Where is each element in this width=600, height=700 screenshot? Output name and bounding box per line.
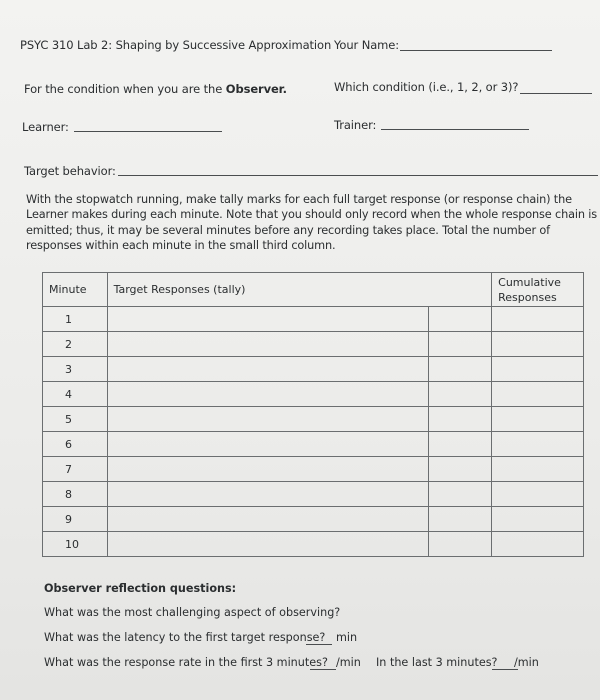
rate-first-unit: /min — [336, 656, 361, 669]
total-cell[interactable] — [428, 307, 492, 332]
question-rate-first: What was the response rate in the first 3 minutes? — [44, 656, 328, 669]
cumulative-cell[interactable] — [492, 332, 584, 357]
tally-cell[interactable] — [107, 357, 428, 382]
cumulative-cell[interactable] — [492, 357, 584, 382]
minute-cell: 4 — [43, 382, 108, 407]
minute-cell: 8 — [43, 482, 108, 507]
col-minute-header: Minute — [43, 273, 108, 307]
table-row — [43, 382, 584, 407]
target-behavior-label: Target behavior: — [24, 164, 116, 178]
tally-cell[interactable] — [107, 382, 428, 407]
target-behavior-blank[interactable] — [118, 175, 598, 176]
table-row — [43, 482, 584, 507]
course-title: PSYC 310 Lab 2: Shaping by Successive Approximation — [20, 38, 332, 52]
total-cell[interactable] — [428, 432, 492, 457]
which-condition-label: Which condition (i.e., 1, 2, or 3)? — [334, 80, 519, 94]
minute-cell: 7 — [43, 457, 108, 482]
col-cumulative-header — [492, 273, 584, 307]
learner-blank[interactable] — [74, 131, 222, 132]
cumulative-cell[interactable] — [492, 307, 584, 332]
total-cell[interactable] — [428, 407, 492, 432]
tally-cell[interactable] — [107, 432, 428, 457]
total-cell[interactable] — [428, 507, 492, 532]
your-name-label: Your Name: — [334, 38, 400, 52]
rate-last-unit: /min — [514, 656, 539, 669]
cumulative-cell[interactable] — [492, 407, 584, 432]
instruction-line: Learner makes during each minute. Note that you should only record when the whole response chain is — [26, 208, 598, 222]
minute-cell: 6 — [43, 432, 108, 457]
total-cell[interactable] — [428, 332, 492, 357]
cumulative-cell[interactable] — [492, 532, 584, 557]
minute-cell: 2 — [43, 332, 108, 357]
observer-bold: Observer. — [225, 82, 287, 96]
tally-cell[interactable] — [107, 482, 428, 507]
which-condition-blank[interactable] — [520, 93, 592, 94]
table-row — [43, 407, 584, 432]
col-cumulative-line1: Cumulative — [498, 275, 561, 289]
total-cell[interactable] — [428, 357, 492, 382]
table-row — [43, 457, 584, 482]
table-row — [43, 357, 584, 382]
total-cell[interactable] — [428, 382, 492, 407]
minute-cell: 1 — [43, 307, 108, 332]
table-row — [43, 507, 584, 532]
instruction-line: responses within each minute in the small third column. — [26, 238, 336, 252]
question-latency: What was the latency to the first target response? — [44, 631, 326, 644]
tally-cell[interactable] — [107, 457, 428, 482]
reflection-heading: Observer reflection questions: — [44, 582, 237, 595]
cumulative-cell[interactable] — [492, 482, 584, 507]
minute-cell: 3 — [43, 357, 108, 382]
your-name-blank[interactable] — [400, 50, 552, 51]
instruction-line: emitted; thus, it may be several minutes before any recording takes place. Total the number of — [26, 223, 550, 237]
total-cell[interactable] — [428, 532, 492, 557]
instructions-paragraph — [26, 192, 598, 253]
table-row — [43, 532, 584, 557]
tally-cell[interactable] — [107, 407, 428, 432]
tally-cell[interactable] — [107, 507, 428, 532]
table-row — [43, 332, 584, 357]
condition-text — [24, 82, 287, 96]
col-cumulative-line2: Responses — [498, 290, 557, 304]
cumulative-cell[interactable] — [492, 382, 584, 407]
rate-first-blank[interactable] — [310, 669, 336, 670]
cumulative-cell[interactable] — [492, 507, 584, 532]
tally-cell[interactable] — [107, 332, 428, 357]
table-header-row — [43, 273, 584, 307]
total-cell[interactable] — [428, 457, 492, 482]
cumulative-cell[interactable] — [492, 457, 584, 482]
total-cell[interactable] — [428, 482, 492, 507]
rate-last-blank[interactable] — [492, 669, 518, 670]
minute-cell: 10 — [43, 532, 108, 557]
latency-blank[interactable] — [306, 644, 332, 645]
question-challenging: What was the most challenging aspect of observing? — [44, 606, 341, 619]
latency-unit: min — [336, 631, 358, 644]
table-row — [43, 432, 584, 457]
table-row — [43, 307, 584, 332]
tally-cell[interactable] — [107, 532, 428, 557]
cumulative-cell[interactable] — [492, 432, 584, 457]
trainer-blank[interactable] — [381, 129, 529, 130]
minute-cell: 5 — [43, 407, 108, 432]
instruction-line: With the stopwatch running, make tally marks for each full target response (or response chain) the — [26, 193, 572, 206]
col-target-header: Target Responses (tally) — [107, 273, 492, 307]
tally-table — [42, 272, 584, 557]
condition-text-prefix: For the condition when you are the — [24, 82, 226, 96]
learner-label: Learner: — [22, 120, 69, 134]
minute-cell: 9 — [43, 507, 108, 532]
tally-cell[interactable] — [107, 307, 428, 332]
question-rate-last: In the last 3 minutes? — [376, 656, 498, 669]
trainer-label: Trainer: — [334, 118, 377, 132]
